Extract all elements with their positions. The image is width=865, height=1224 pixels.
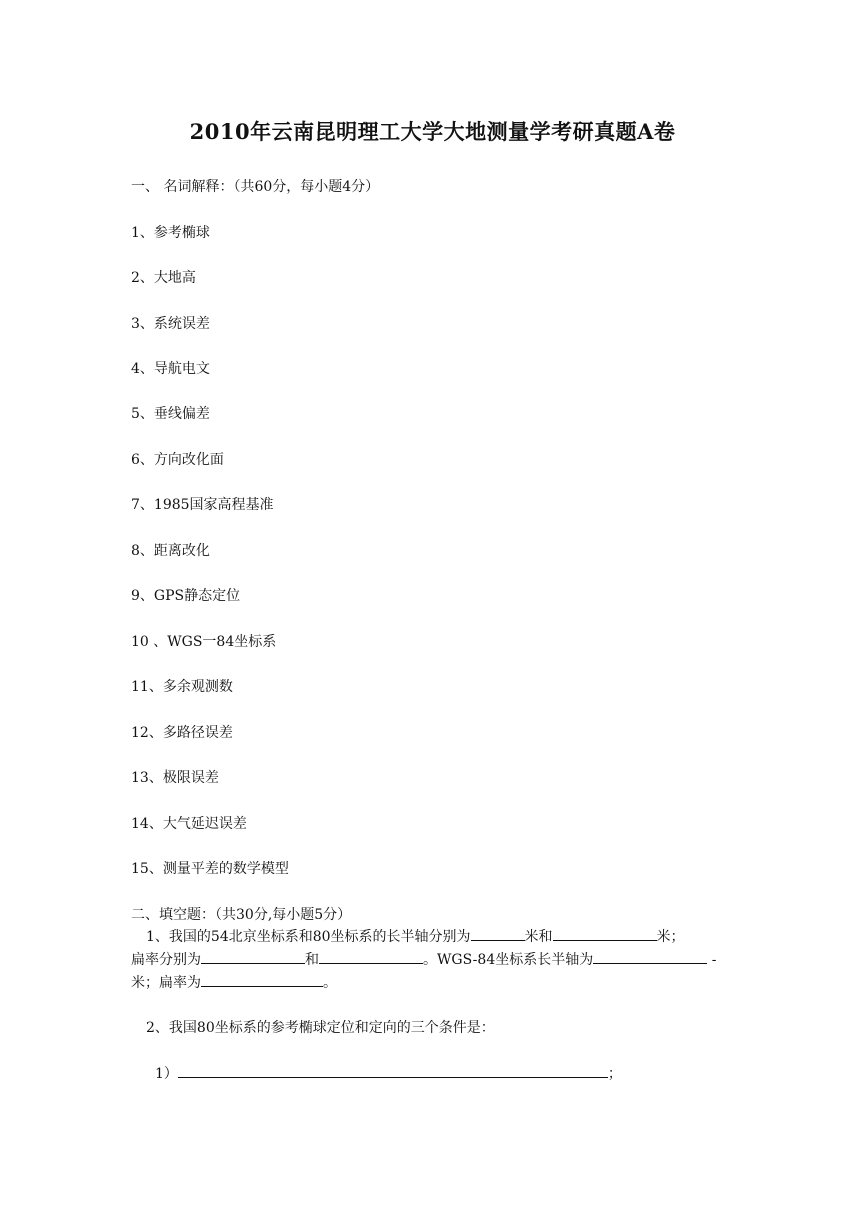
question-2-text: 2、我国80坐标系的参考椭球定位和定向的三个条件是： [146, 1020, 495, 1036]
term-item: 1、参考椭球 [131, 225, 210, 241]
section-2-heading: 二、填空题：（共30分,每小题5分） [131, 907, 352, 923]
answer-blank [201, 949, 305, 964]
term-item: 9、GPS静态定位 [131, 588, 241, 604]
answer-blank [178, 1063, 608, 1078]
term-item: 11、多余观测数 [131, 679, 233, 695]
section-1-heading: 一、 名词解释：（共60分，每小题4分） [131, 179, 380, 195]
term-item: 8、距离改化 [131, 543, 210, 559]
term-item: 3、系统误差 [131, 316, 210, 332]
answer-blank [471, 926, 525, 941]
question-1-line-1: 1、我国的54北京坐标系和80坐标系的长半轴分别为 米和 米； [146, 926, 685, 946]
answer-blank [553, 926, 657, 941]
term-item: 4、导航电文 [131, 361, 210, 377]
page-title: 2010年云南昆明理工大学大地测量学考研真题A卷 [189, 119, 676, 144]
term-item: 6、方向改化面 [131, 452, 224, 468]
term-item: 5、垂线偏差 [131, 406, 210, 422]
question-1-line-3: 米；扁率为 。 [131, 972, 337, 992]
term-item: 10 、WGS一84坐标系 [131, 634, 277, 650]
term-item: 15、测量平差的数学模型 [131, 861, 289, 877]
question-1-line-2: 扁率分别为 和 。WGS-84坐标系长半轴为 - [131, 949, 716, 969]
answer-blank [319, 949, 423, 964]
answer-blank [593, 949, 707, 964]
term-item: 13、极限误差 [131, 770, 219, 786]
term-item: 14、大气延迟误差 [131, 816, 247, 832]
term-item: 2、大地高 [131, 270, 196, 286]
term-item: 12、多路径误差 [131, 725, 233, 741]
term-item: 7、1985国家高程基准 [131, 497, 274, 513]
answer-blank [201, 972, 323, 987]
question-2-sub-1: 1） ； [155, 1063, 622, 1083]
